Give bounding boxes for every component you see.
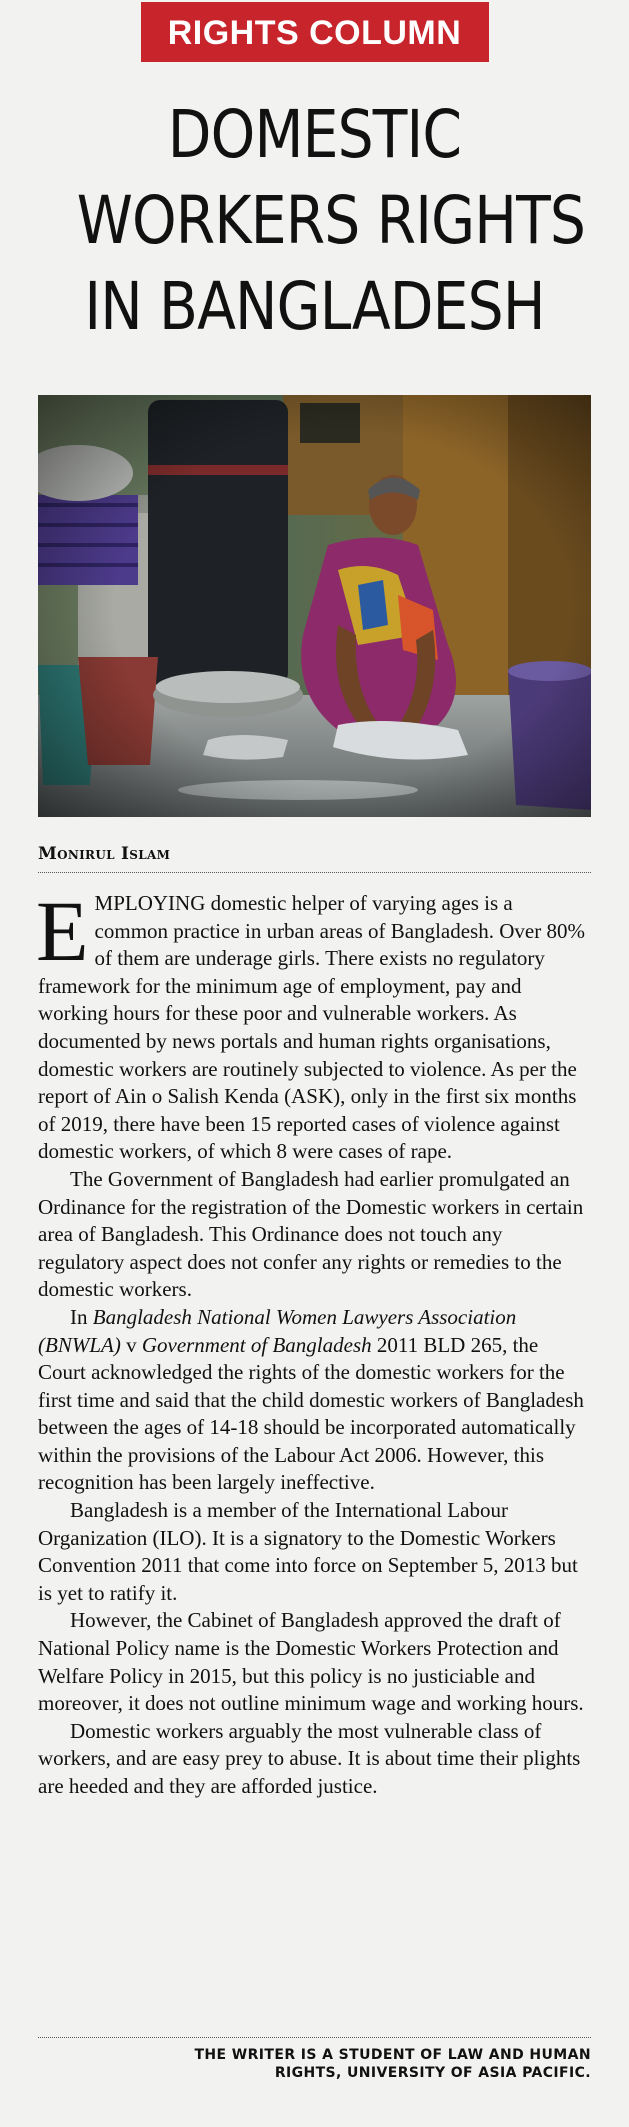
paragraph-3 (38, 1304, 591, 1497)
headline (76, 92, 586, 350)
column-banner-wrap (38, 0, 591, 62)
headline-line-3: IN BANGLADESH (84, 268, 545, 345)
drop-cap: E (36, 883, 89, 979)
paragraph-5: However, the Cabinet of Bangladesh approved the draft of National Policy name is the Domestic Workers Protection and Welfare Policy in 2015, but this policy is no justiciable and moreover, it does not outline minimum wage and working hours. (38, 1608, 584, 1716)
paragraph-1 (36, 883, 591, 1166)
case-versus: v (120, 1332, 142, 1357)
paragraph-4: Bangladesh is a member of the International Labour Organization (ILO). It is a signatory to the Domestic Workers Convention 2011 that come into force on September 5, 2013 but is yet to ratify it. (38, 1498, 578, 1605)
paragraph-2: The Government of Bangladesh had earlier promulgated an Ordinance for the registration of the Domestic workers in certain area of Bangladesh. This Ordinance does not touch any regulatory aspect does not confer any rights or remedies to the domestic workers. (38, 1166, 584, 1302)
article-photo (38, 395, 591, 817)
article-body (36, 883, 591, 1801)
headline-line-1: DOMESTIC (167, 96, 462, 173)
paragraph-6: Domestic workers arguably the most vulnerable class of workers, and are easy prey to abuse. It is about time their plights are heeded and they are afforded justice. (38, 1718, 581, 1798)
article-page (36, 0, 591, 2081)
writer-footnote-line-2: RIGHTS, UNIVERSITY OF ASIA PACIFIC. (274, 2065, 591, 2081)
byline: Monirul Islam (38, 844, 591, 873)
case-name-defendant: Government of Bangladesh (141, 1332, 372, 1357)
headline-line-2: WORKERS RIGHTS (76, 182, 586, 259)
paragraph-3-text: 2011 BLD 265, the Court acknowledged the rights of the domestic workers for the first time and said that the child domestic workers of Bangladesh between the ages of 14-18 should be incorporated automatically within the provisions of the Labour Act 2006. However, this recognition has been largely ineffective. (38, 1332, 584, 1495)
case-name-plaintiff: Bangladesh National Women Lawyers Association (BNWLA) (38, 1304, 517, 1357)
paragraph-3-in: In (70, 1304, 93, 1329)
writer-footnote (38, 2037, 591, 2082)
column-label-banner: RIGHTS COLUMN (141, 2, 489, 62)
paragraph-1-text: MPLOYING domestic helper of varying ages is a common practice in urban areas of Bangladesh. Over 80% of them are underage girls. There exists no regulatory framework for the minimum age of employment, pay and working hours for these poor and vulnerable workers. As documented by news portals and human rights organisations, domestic workers are routinely subjected to violence. As per the report of Ain o Salish Kenda (ASK), only in the first six months of 2019, there have been 15 reported cases of violence against domestic workers, of which 8 were cases of rape. (38, 891, 585, 1164)
writer-footnote-line-1: THE WRITER IS A STUDENT OF LAW AND HUMAN (194, 2047, 591, 2063)
